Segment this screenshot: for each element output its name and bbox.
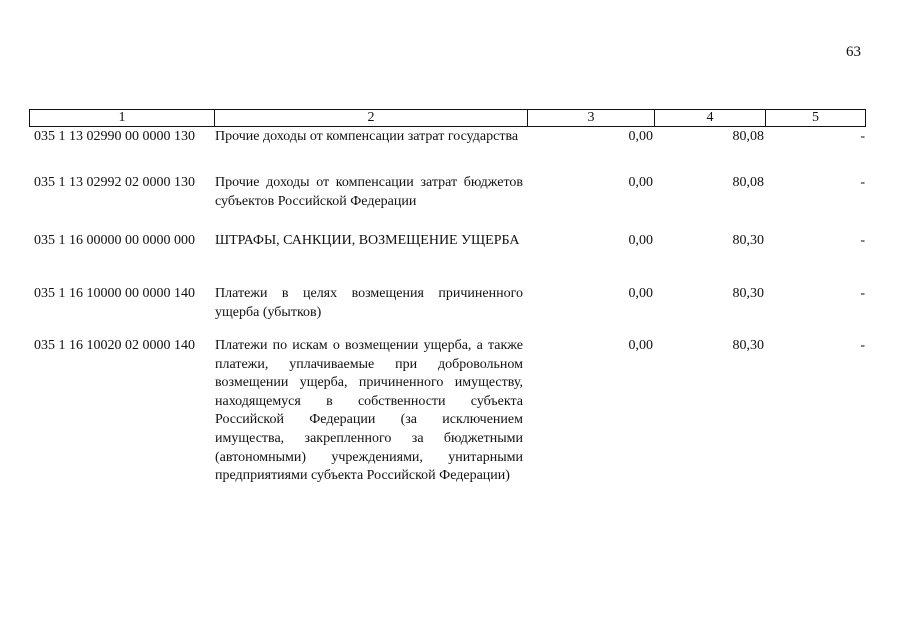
header-col-1: 1 [30,110,215,126]
row-code: 035 1 16 10020 02 0000 140 [34,338,195,353]
table-header-row [29,109,866,127]
row-col3: 0,00 [628,286,653,301]
header-col-4: 4 [655,110,766,126]
header-col-5: 5 [812,110,819,125]
row-col4: 80,30 [732,338,764,353]
row-col5: - [860,286,865,301]
row-col3: 0,00 [628,175,653,190]
row-col3: 0,00 [628,129,653,144]
row-col4: 80,30 [732,233,764,248]
row-code: 035 1 13 02990 00 0000 130 [34,129,195,144]
row-name: ШТРАФЫ, САНКЦИИ, ВОЗМЕЩЕНИЕ УЩЕРБА [215,233,520,248]
row-col4: 80,30 [732,286,764,301]
page-number: 63 [846,44,861,60]
row-name: Прочие доходы от компенсации затрат бюджетов субъектов Российской Федерации [215,175,523,209]
row-name: Платежи в целях возмещения причиненного ущерба (убытков) [215,286,523,320]
row-col4: 80,08 [732,175,764,190]
row-code: 035 1 13 02992 02 0000 130 [34,175,195,190]
row-col4: 80,08 [732,129,764,144]
row-col5: - [860,129,865,144]
header-col-3: 3 [528,110,655,126]
row-col3: 0,00 [628,233,653,248]
row-col5: - [860,175,865,190]
row-code: 035 1 16 00000 00 0000 000 [34,233,195,248]
row-name: Прочие доходы от компенсации затрат государства [215,129,519,144]
row-col5: - [860,338,865,353]
row-col5: - [860,233,865,248]
row-name: Платежи по искам о возмещении ущерба, а также платежи, уплачиваемые при добровольном возмещении ущерба, причиненного имуществу, находящемуся в собственности субъекта Российской Федерации (за исключением имущества, закрепленного за бюджетными (автономными) учреждениями, унитарными предприятиями субъекта Российской Федерации) [215,338,523,484]
header-col-2: 2 [215,110,528,126]
row-col3: 0,00 [628,338,653,353]
row-code: 035 1 16 10000 00 0000 140 [34,286,195,301]
